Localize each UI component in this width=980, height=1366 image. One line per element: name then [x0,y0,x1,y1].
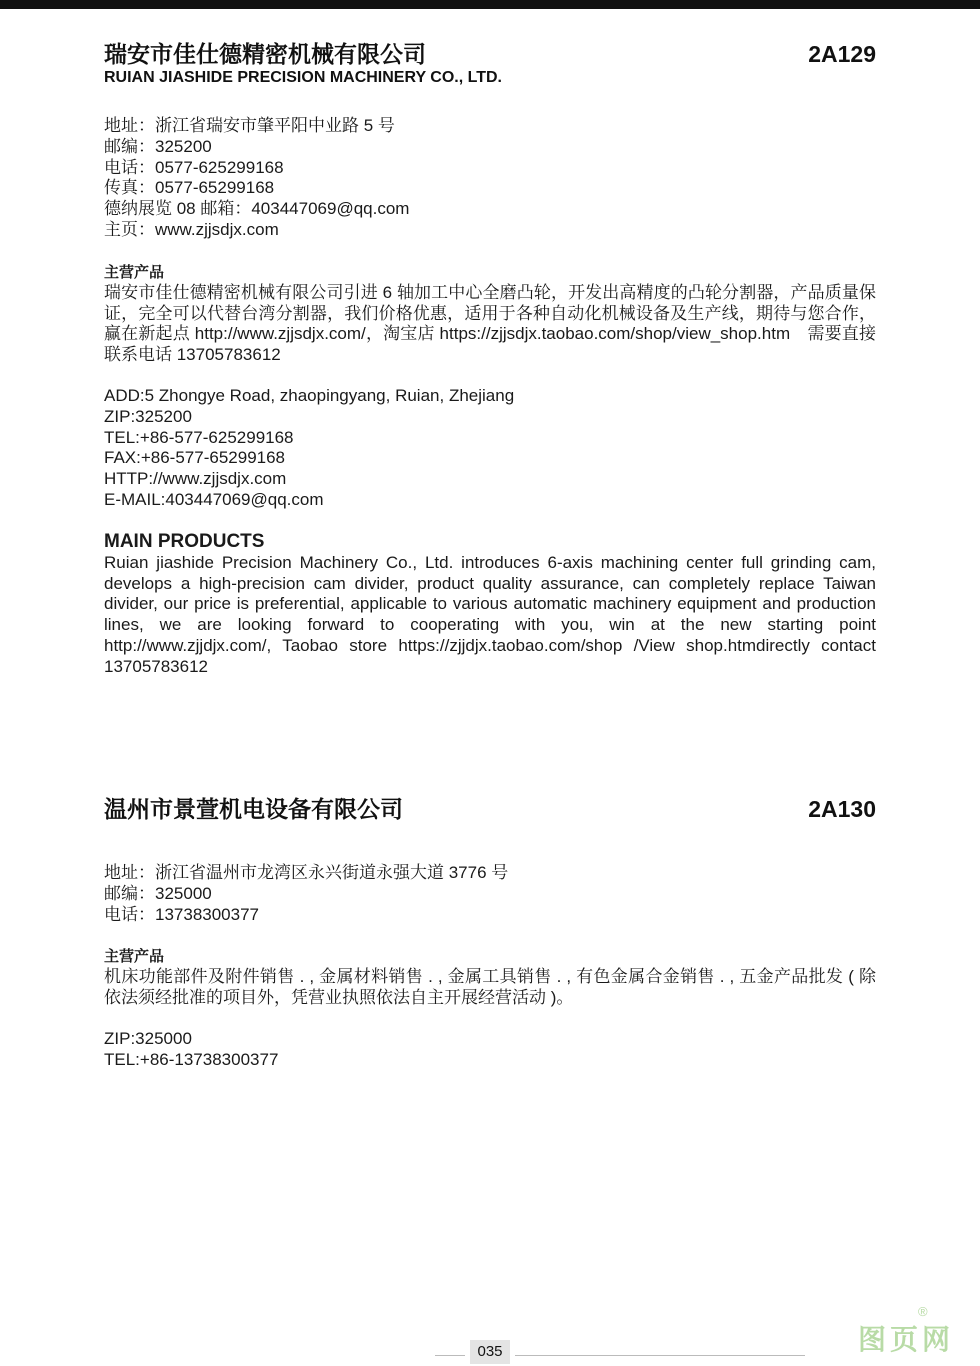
zip-en: ZIP:325000 [104,1028,192,1048]
address-en: ADD:5 Zhongye Road, zhaopingyang, Ruian, Zhejiang [104,385,515,405]
phone-cn: 电话：13738300377 [104,904,260,924]
main-products-text-cn: 机床功能部件及附件销售 . , 金属材料销售 . , 金属工具销售 . , 有色金属合金销售 . , 五金产品批发 ( 除依法须经批准的项目外，凭营业执照依法自主开展经营活动 )。 [104,967,876,1008]
company-name-cn: 瑞安市佳仕德精密机械有限公司 [104,41,426,67]
company-entry-2a130 [104,793,876,1071]
zip-cn: 邮编：325200 [104,136,212,156]
contact-block-en [104,386,876,511]
contact-block-en [104,1029,876,1071]
zip-en: ZIP:325200 [104,406,192,426]
main-products-text-cn: 瑞安市佳仕德精密机械有限公司引进 6 轴加工中心全磨凸轮，开发出高精度的凸轮分割器，产品质量保证，完全可以代替台湾分割器，我们价格优惠，适用于各种自动化机械设备及生产线，期待与您合作，赢在新起点 http://www.zjjsdjx.com/，淘宝店 https://zjjsdjx.taobao.com/shop/view_shop.htm 需要直接联系电话 13705783612 [104,282,876,365]
homepage-cn: 主页：www.zjjsdjx.com [104,219,279,239]
main-products-text-en: Ruian jiashide Precision Machinery Co., Ltd. introduces 6-axis machining center full grinding cam, develops a high-precision cam divider, product quality assurance, can completely replace Taiwan divider, our price is preferential, applicable to various automatic machinery equipment and production lines, we are looking forward to cooperating with you, win at the new starting point http://www.zjjdjx.com/, Taobao store https://zjjdjx.taobao.com/shop /View shop.htmdirectly contact 13705783612 [104,552,876,676]
company-name-cn: 温州市景萱机电设备有限公司 [104,796,403,822]
main-products-title-cn: 主营产品 [104,263,165,281]
company-name-en: RUIAN JIASHIDE PRECISION MACHINERY CO., LTD. [104,69,502,86]
email-cn: 德纳展览 08 邮箱：403447069@qq.com [104,199,410,219]
phone-en: TEL:+86-13738300377 [104,1049,279,1069]
phone-cn: 电话：0577-625299168 [104,157,284,177]
main-products-title-cn: 主营产品 [104,948,165,966]
booth-number: 2A129 [808,41,876,67]
top-border-bar [0,0,980,9]
watermark-logo: 图页网 [858,1323,955,1356]
contact-block-cn [104,116,876,241]
address-cn: 地址：浙江省温州市龙湾区永兴街道永强大道 3776 号 [104,863,509,882]
phone-en: TEL:+86-577-625299168 [104,427,294,447]
email-en: E-MAIL:403447069@qq.com [104,489,324,509]
main-products-title-en: MAIN PRODUCTS [104,530,265,552]
page-number: 035 [470,1340,510,1364]
address-cn: 地址：浙江省瑞安市肇平阳中业路 5 号 [104,116,395,135]
registered-mark: ® [918,1304,928,1319]
company-entry-2a129 [104,38,876,678]
booth-number: 2A130 [808,796,876,822]
website-en: HTTP://www.zjjsdjx.com [104,469,287,489]
fax-en: FAX:+86-577-65299168 [104,448,286,468]
contact-block-cn [104,863,876,925]
zip-cn: 邮编：325000 [104,883,212,903]
fax-cn: 传真：0577-65299168 [104,178,275,198]
footer-rule-left [435,1355,465,1356]
footer-rule-right [515,1355,805,1356]
